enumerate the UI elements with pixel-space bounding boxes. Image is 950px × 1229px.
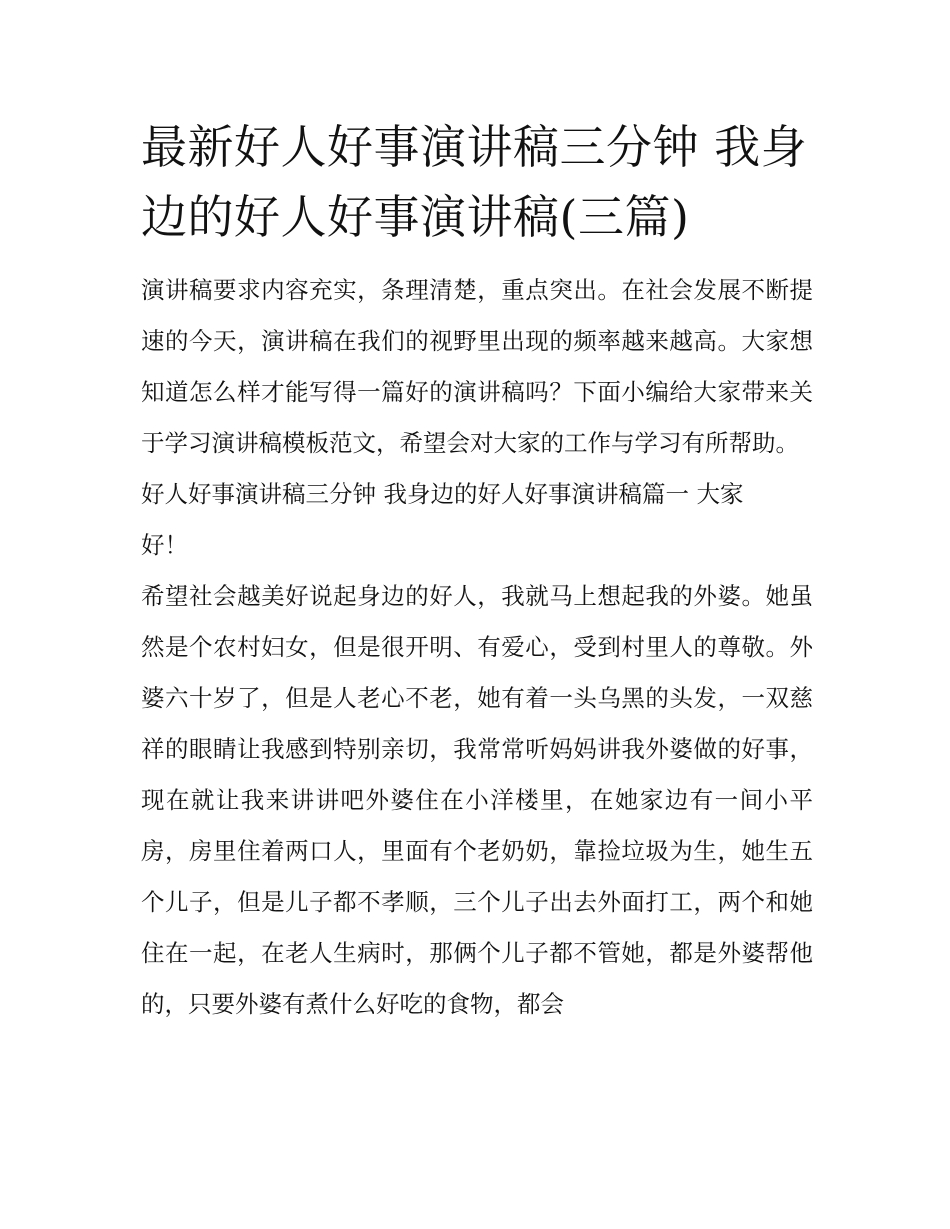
intro-paragraph: 演讲稿要求内容充实，条理清楚，重点突出。在社会发展不断提速的今天，演讲稿在我们的视野里出现的频率越来越高。大家想知道怎么样才能写得一篇好的演讲稿吗？下面小编给大家带来关于学习演讲稿模板范文，希望会对大家的工作与学习有所帮助。 (141, 276, 813, 457)
document-body (141, 112, 813, 1030)
body-paragraph: 希望社会越美好说起身边的好人，我就马上想起我的外婆。她虽然是个农村妇女，但是很开明、有爱心，受到村里人的尊敬。外婆六十岁了，但是人老心不老，她有着一头乌黑的头发，一双慈祥的眼睛让我感到特别亲切，我常常听妈妈讲我外婆做的好事，现在就让我来讲讲吧外婆住在小洋楼里，在她家边有一间小平房，房里住着两口人，里面有个老奶奶，靠捡垃圾为生，她生五个儿子，但是儿子都不孝顺，三个儿子出去外面打工，两个和她住在一起，在老人生病时，那俩个儿子都不管她，都是外婆帮他的，只要外婆有煮什么好吃的食物，都会 (141, 582, 813, 1018)
document-title: 最新好人好事演讲稿三分钟 我身边的好人好事演讲稿(三篇) (141, 120, 808, 244)
section-heading-paragraph: 好人好事演讲稿三分钟 我身边的好人好事演讲稿篇一 大家好！ (141, 480, 744, 559)
